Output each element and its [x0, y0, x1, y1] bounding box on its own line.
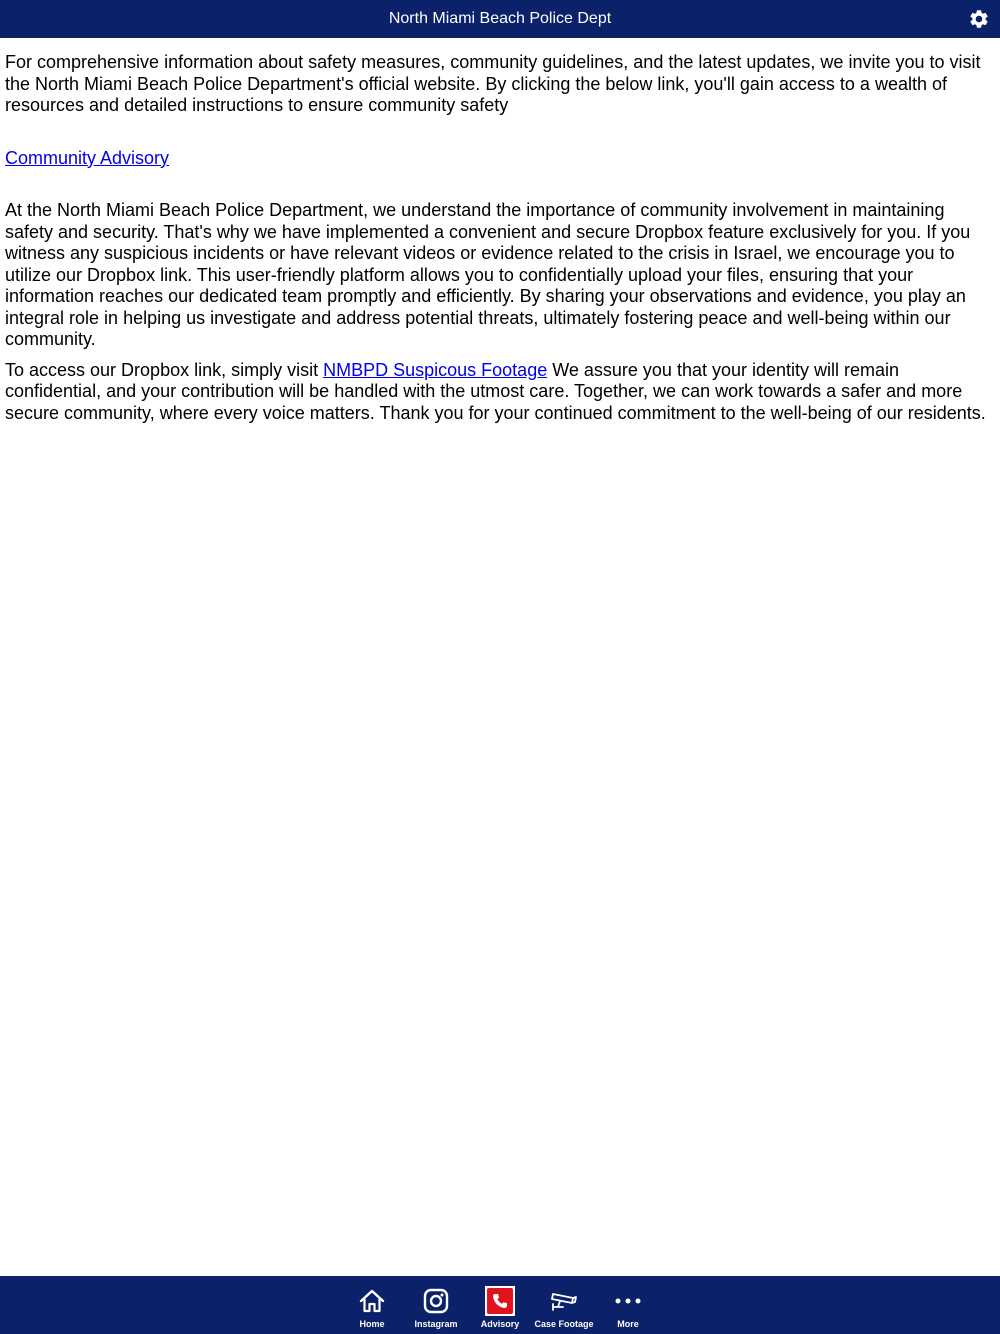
- phone-icon: [485, 1286, 515, 1316]
- tab-advisory[interactable]: [468, 1276, 532, 1334]
- community-link-paragraph: [5, 148, 995, 170]
- intro-paragraph: For comprehensive information about safety measures, community guidelines, and the latest updates, we invite you to visit the North Miami Beach Police Department's official website. By clicking the below link, you'll gain access to a wealth of resources and detailed instructions to ensure community safety: [5, 52, 981, 115]
- tab-more[interactable]: [596, 1276, 660, 1334]
- tab-more-label: More: [617, 1319, 639, 1329]
- home-icon: [357, 1286, 387, 1316]
- instagram-icon: [421, 1286, 451, 1316]
- tab-case-footage[interactable]: [532, 1276, 596, 1334]
- access-text-before: To access our Dropbox link, simply visit: [5, 359, 324, 380]
- settings-button[interactable]: [968, 8, 990, 30]
- bottom-tab-bar: [0, 1276, 1000, 1334]
- suspicious-footage-link[interactable]: NMBPD Suspicous Footage: [323, 359, 548, 380]
- camera-icon: [549, 1286, 579, 1316]
- access-text-after: We assure you that your identity will remain confidential, and your contribution will be handled with the utmost care. Together, we can work towards a safer and more secure community, where every voice matters. Thank you for your continued commitment to the well-being of our residents.: [5, 359, 986, 423]
- tab-instagram[interactable]: [404, 1276, 468, 1334]
- tab-home[interactable]: [340, 1276, 404, 1334]
- tab-case-footage-label: Case Footage: [534, 1319, 594, 1329]
- tab-instagram-label: Instagram: [414, 1319, 458, 1329]
- page-title: North Miami Beach Police Dept: [388, 10, 612, 27]
- tab-home-label: Home: [359, 1319, 385, 1329]
- tab-advisory-label: Advisory: [480, 1319, 520, 1329]
- more-icon: [613, 1286, 643, 1316]
- dropbox-paragraph: At the North Miami Beach Police Department, we understand the importance of community involvement in maintaining safety and security. That's why we have implemented a convenient and secure Dropbox feature exclusively for you. If you witness any suspicious incidents or have relevant videos or evidence related to the crisis in Israel, we encourage you to utilize our Dropbox link. This user-friendly platform allows you to confidentially upload your files, ensuring that your information reaches our dedicated team promptly and efficiently. By sharing your observations and evidence, you play an integral role in helping us investigate and address potential threats, ultimately fostering peace and well-being within our community.: [5, 200, 971, 349]
- app-header: [0, 0, 1000, 38]
- community-advisory-link[interactable]: Community Advisory: [5, 147, 170, 168]
- gear-icon: [968, 8, 990, 30]
- access-paragraph: [5, 360, 995, 425]
- main-content: [5, 52, 995, 424]
